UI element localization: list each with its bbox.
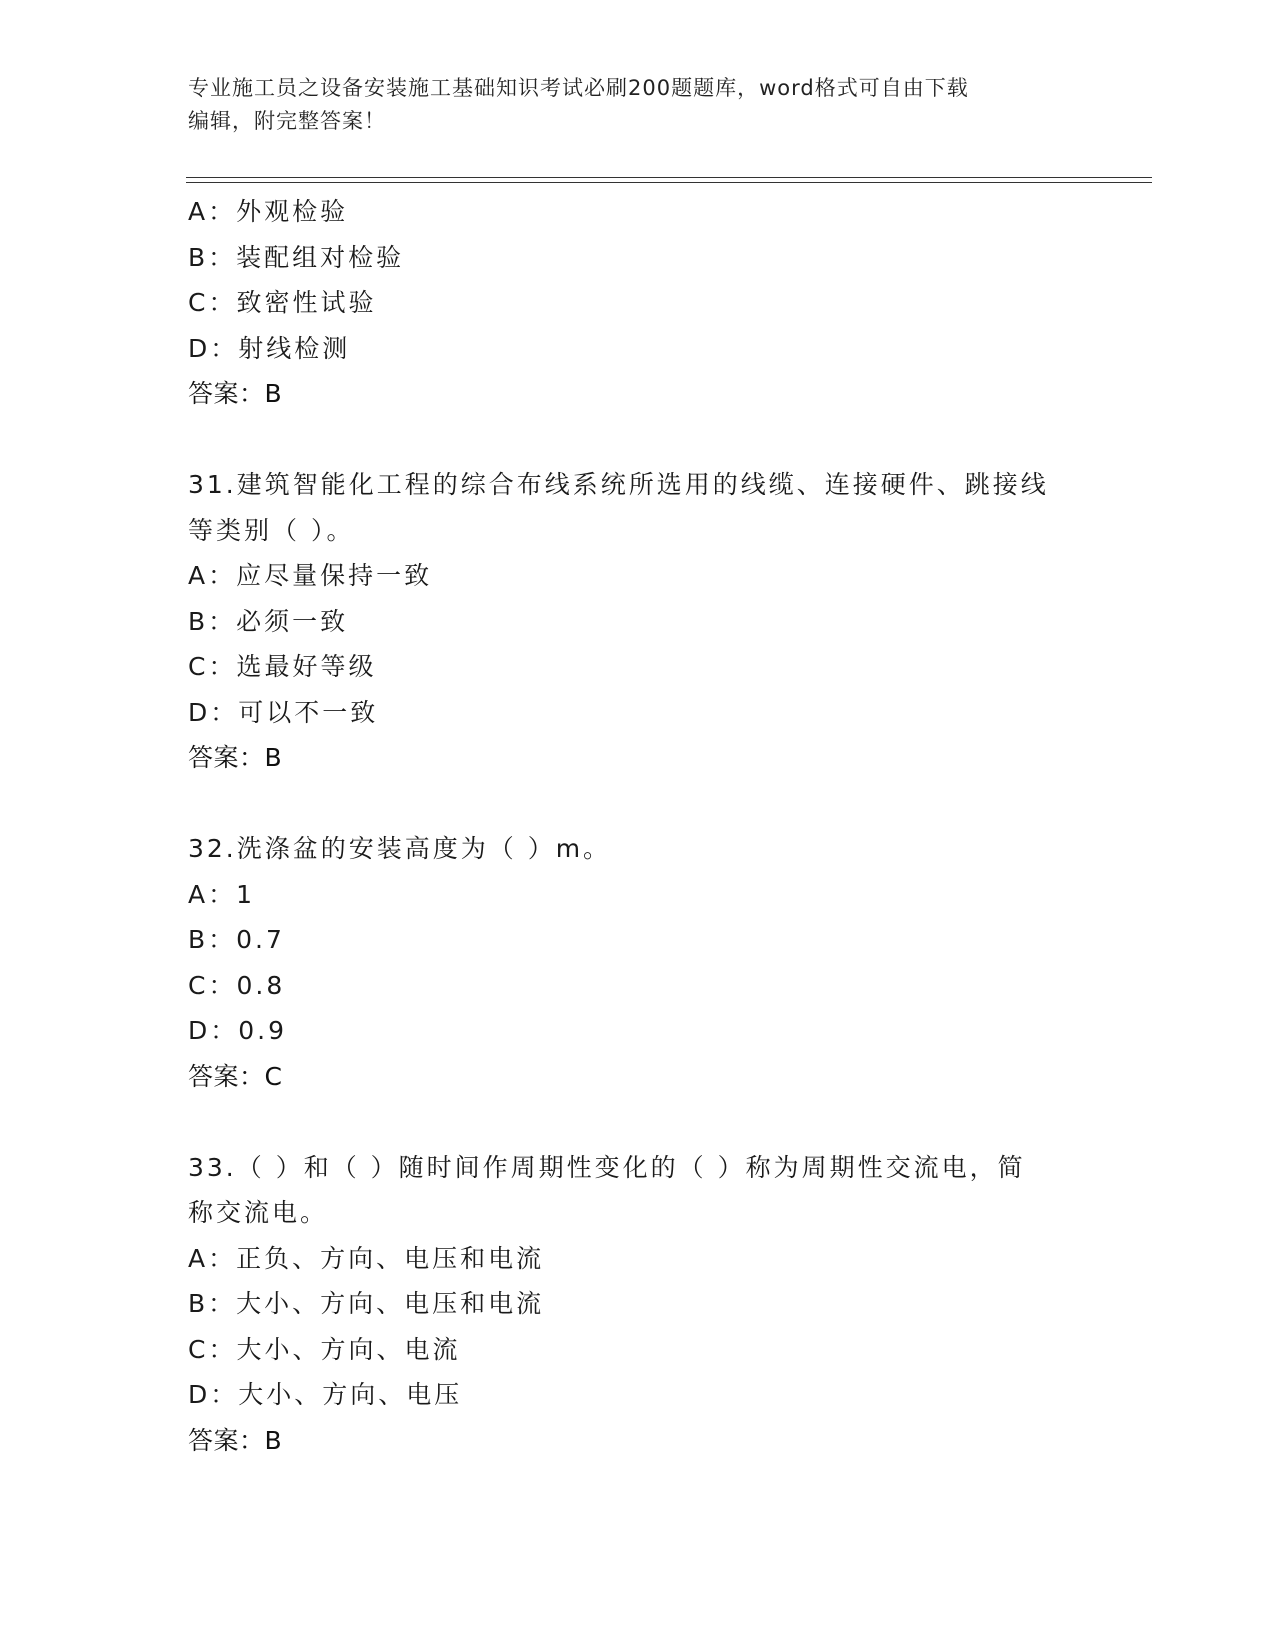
spacer	[188, 781, 1088, 827]
option-text: 可以不一致	[238, 697, 379, 727]
question-stem-line-2: 等类别（ ）。	[188, 515, 355, 545]
option-letter: C：	[188, 970, 237, 1000]
option-text: 1	[236, 879, 256, 909]
header-divider-bottom	[186, 182, 1152, 183]
option-b	[188, 599, 1088, 645]
option-c	[188, 644, 1088, 690]
header-line-1: 专业施工员之设备安装施工基础知识考试必刷200题题库，word格式可自由下载	[188, 76, 969, 100]
option-letter: D：	[188, 333, 239, 363]
option-a	[188, 872, 1088, 918]
option-text: 选最好等级	[236, 652, 377, 681]
question-stem-line-1: 31.建筑智能化工程的综合布线系统所选用的线缆、连接硬件、跳接线	[188, 470, 1049, 499]
option-text: 0.8	[236, 970, 286, 1000]
option-text: 大小、方向、电压和电流	[236, 1289, 545, 1318]
option-d	[188, 1372, 1088, 1418]
question-31	[188, 462, 1088, 781]
option-letter: D：	[188, 1016, 239, 1045]
option-d	[188, 690, 1088, 736]
option-text: 0.7	[236, 925, 285, 954]
option-text: 大小、方向、电压	[238, 1380, 463, 1409]
header-line-2: 编辑，附完整答案！	[188, 109, 386, 133]
option-d	[188, 326, 1088, 372]
option-text: 应尽量保持一致	[236, 561, 433, 590]
option-letter: B：	[188, 925, 237, 954]
option-d	[188, 1008, 1088, 1054]
option-letter: A：	[188, 197, 237, 226]
option-letter: A：	[188, 561, 237, 590]
answer-line: 答案：B	[188, 379, 283, 408]
question-stem-line-1: 33.（ ）和（ ）随时间作周期性变化的（ ）称为周期性交流电，简	[188, 1152, 1026, 1182]
option-text: 射线检测	[238, 333, 351, 363]
option-letter: C：	[188, 288, 237, 317]
option-letter: C：	[188, 1334, 237, 1364]
option-letter: A：	[188, 1243, 237, 1273]
option-text: 正负、方向、电压和电流	[236, 1243, 545, 1273]
option-text: 外观检验	[236, 197, 349, 226]
option-b	[188, 235, 1088, 281]
document-header	[188, 72, 1088, 138]
question-list	[188, 189, 1088, 1463]
question-30-continued	[188, 189, 1088, 417]
option-c	[188, 963, 1088, 1009]
option-text: 装配组对检验	[236, 242, 405, 272]
question-33	[188, 1145, 1088, 1464]
option-c	[188, 280, 1088, 326]
option-letter: D：	[188, 697, 239, 727]
option-b	[188, 917, 1088, 963]
option-letter: B：	[188, 1289, 237, 1318]
option-text: 必须一致	[236, 606, 349, 636]
option-b	[188, 1281, 1088, 1327]
spacer	[188, 417, 1088, 463]
option-text: 0.9	[238, 1016, 288, 1045]
question-stem-line-2: 称交流电。	[188, 1198, 329, 1227]
option-letter: C：	[188, 652, 237, 681]
answer-line: 答案：B	[188, 743, 283, 772]
option-a	[188, 553, 1088, 599]
question-32	[188, 826, 1088, 1099]
answer-line: 答案：B	[188, 1425, 283, 1455]
option-letter: D：	[188, 1380, 239, 1409]
option-a	[188, 1236, 1088, 1282]
option-letter: B：	[188, 242, 237, 272]
option-c	[188, 1327, 1088, 1373]
spacer	[188, 1099, 1088, 1145]
question-stem-line-1: 32.洗涤盆的安装高度为（ ）m。	[188, 834, 612, 863]
option-letter: A：	[188, 879, 237, 909]
option-text: 大小、方向、电流	[236, 1334, 461, 1364]
header-divider-top	[186, 177, 1152, 178]
option-letter: B：	[188, 606, 237, 636]
answer-line: 答案：C	[188, 1061, 283, 1091]
option-text: 致密性试验	[236, 288, 377, 317]
option-a	[188, 189, 1088, 235]
